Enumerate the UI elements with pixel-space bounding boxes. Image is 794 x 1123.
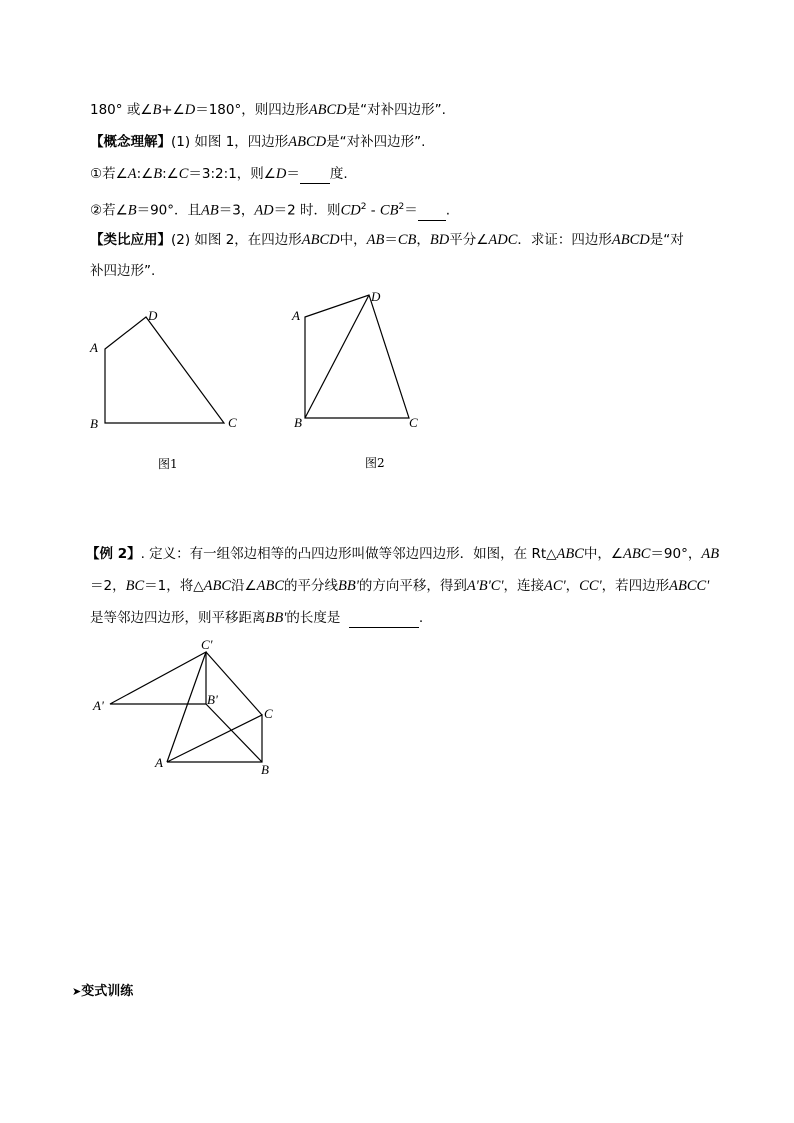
vertex-label-a: A: [155, 755, 163, 770]
math-var: A'B'C': [466, 578, 504, 594]
text-segment: (2) 如图 2，在四边形: [171, 232, 302, 248]
text-segment: ＝90°．且: [136, 202, 202, 219]
vertex-label-b1: B': [207, 692, 218, 707]
math-var: D: [275, 166, 287, 182]
vertex-label-a1: A': [93, 698, 104, 713]
text-segment: ＝1，将△: [144, 578, 204, 594]
text-line-5: [90, 231, 684, 249]
text-segment: -: [366, 202, 380, 219]
text-segment: ，若四边形: [601, 578, 670, 594]
math-var: ABC: [556, 546, 584, 562]
text-line-6: [90, 262, 155, 280]
text-segment: 变式训练: [81, 984, 134, 999]
superscript: 2: [398, 202, 405, 212]
text-line-1: [90, 101, 446, 119]
math-var: ABCD: [308, 102, 347, 118]
math-var: AB: [701, 546, 720, 562]
math-var: AC': [544, 578, 566, 594]
figure-caption: 图1: [158, 457, 178, 471]
text-segment: (1) 如图 1，四边形: [171, 134, 289, 150]
figure-2: [285, 285, 435, 480]
text-segment: 180°: [90, 102, 123, 118]
vertex-label-b: B: [294, 415, 302, 430]
figure-3: [85, 638, 285, 783]
text-segment: . 定义：有一组邻边相等的凸四边形叫做等邻边四边形．如图，在 Rt△: [140, 546, 557, 562]
text-segment: 平分∠: [449, 232, 489, 248]
text-segment: .: [418, 610, 424, 626]
text-segment: 是“对补四边形”.: [346, 102, 446, 118]
math-var: BC: [125, 578, 145, 594]
math-var: ABCD: [611, 232, 650, 248]
text-line-3: [90, 165, 348, 184]
math-var: AD: [254, 202, 274, 219]
text-segment: ＝: [404, 202, 418, 219]
text-segment: :∠: [162, 166, 179, 182]
vertex-label-d: D: [148, 308, 158, 323]
arrow-bullet-icon: ➤: [72, 985, 82, 998]
math-var: ABC: [203, 578, 231, 594]
text-segment: ＝: [384, 232, 398, 248]
section-heading: 【概念理解】: [90, 134, 171, 150]
text-segment: ＝90°，: [650, 546, 702, 562]
text-segment: 补四边形”.: [90, 263, 156, 279]
section-heading: 【类比应用】: [90, 232, 171, 248]
math-var: C: [178, 166, 189, 182]
text-segment: 是“对: [649, 232, 684, 248]
text-segment: 或∠: [122, 102, 153, 118]
answer-blank[interactable]: [418, 202, 446, 221]
superscript: 2: [360, 202, 367, 212]
text-line-4: [90, 198, 450, 221]
text-segment: ，: [416, 232, 430, 248]
text-segment: 中，∠: [583, 546, 624, 562]
text-segment: 沿∠: [231, 578, 257, 594]
math-var: ABCD: [288, 134, 327, 150]
text-segment: ＝2 时．则: [273, 202, 341, 219]
text-line-9: [90, 609, 423, 628]
figure-1: [80, 300, 260, 480]
segment-bb1: [206, 704, 262, 762]
math-var: CC': [579, 578, 602, 594]
math-var: BB': [338, 578, 359, 594]
quadrilateral-abcd: [305, 295, 409, 418]
math-var: BB': [265, 610, 287, 626]
text-segment: :∠: [136, 166, 154, 182]
text-segment: 的方向平移，得到: [358, 578, 467, 594]
math-var: BD: [429, 232, 450, 248]
math-var: CD: [340, 202, 361, 219]
answer-blank[interactable]: [349, 609, 419, 628]
text-segment: +∠: [161, 102, 185, 118]
vertex-label-a: A: [90, 340, 98, 355]
text-segment: .: [445, 202, 450, 219]
math-var: ABCD: [301, 232, 340, 248]
vertex-label-a: A: [292, 308, 300, 323]
text-line-8: [90, 577, 709, 595]
vertex-label-b: B: [261, 762, 269, 777]
vertex-label-c: C: [264, 706, 273, 721]
math-var: A: [127, 166, 137, 182]
math-var: AB: [201, 202, 219, 219]
math-var: CB: [379, 202, 399, 219]
text-segment: ②若∠: [90, 202, 128, 219]
text-segment: 是“对补四边形”.: [326, 134, 426, 150]
vertex-label-c: C: [409, 415, 418, 430]
math-var: CB: [397, 232, 417, 248]
text-segment: 度.: [329, 166, 348, 182]
text-segment: ．求证：四边形: [517, 232, 612, 248]
math-var: B: [152, 102, 162, 118]
text-segment: ＝3:2:1，则∠: [188, 166, 276, 182]
text-segment: ＝2，: [90, 578, 126, 594]
text-line-2: [90, 133, 425, 151]
text-segment: ＝180°，则四边形: [195, 102, 309, 118]
text-segment: ＝: [286, 166, 300, 182]
figure-caption: 图2: [365, 456, 385, 470]
example-label: 【例 2】: [86, 546, 141, 562]
text-segment: 的长度是: [286, 610, 341, 626]
answer-blank[interactable]: [300, 165, 330, 184]
text-segment: ①若∠: [90, 166, 128, 182]
quadrilateral-abcd: [105, 317, 224, 423]
text-segment: ，连接: [503, 578, 545, 594]
text-segment: ，: [565, 578, 580, 594]
math-var: AB: [366, 232, 385, 248]
vertex-label-c: C: [228, 415, 237, 430]
math-var: ABC: [256, 578, 284, 594]
text-segment: 的平分线: [284, 578, 338, 594]
text-line-7: [86, 545, 719, 563]
text-segment: 是等邻边四边形，则平移距离: [90, 610, 266, 626]
vertex-label-c1: C': [201, 638, 213, 652]
math-var: B: [153, 166, 163, 182]
math-var: ABC: [623, 546, 651, 562]
math-var: ADC: [488, 232, 518, 248]
math-var: D: [184, 102, 196, 118]
vertex-label-b: B: [90, 416, 98, 431]
text-segment: ＝3，: [218, 202, 255, 219]
math-var: B: [127, 202, 137, 219]
triangle-a1b1c1: [110, 652, 206, 704]
vertex-label-d: D: [371, 289, 381, 304]
text-segment: 中，: [339, 232, 367, 248]
variant-training-heading: [72, 983, 133, 1001]
math-var: ABCC': [669, 578, 710, 594]
